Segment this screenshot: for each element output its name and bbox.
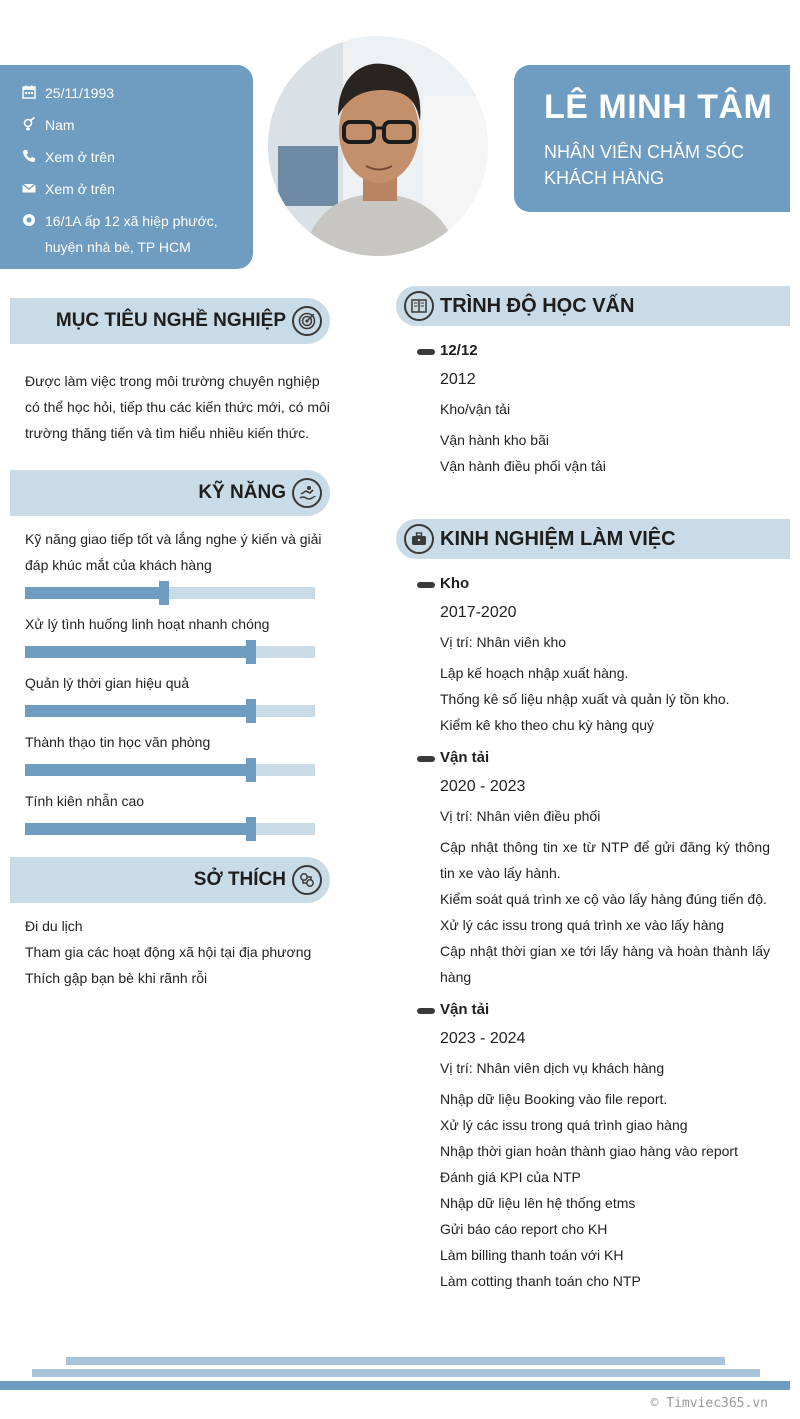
contact-birthday xyxy=(20,80,253,106)
timeline-marker xyxy=(417,756,435,762)
objective-header xyxy=(10,298,330,344)
skill-bar-fill xyxy=(25,646,251,658)
experience-detail: Nhập dữ liệu lên hệ thống etms xyxy=(440,1195,636,1211)
education-entry-title: 12/12 xyxy=(440,342,478,359)
target-icon xyxy=(292,306,322,336)
experience-detail: Cập nhật thời gian xe tới lấy hàng và hoàn thành lấy hàng xyxy=(440,943,770,985)
book-icon xyxy=(404,291,434,321)
email-text: Xem ở trên xyxy=(45,181,115,197)
experience-entry-title: Kho xyxy=(440,575,470,592)
experience-entry-date: 2017-2020 xyxy=(440,604,517,621)
skill-bar-knob xyxy=(246,640,256,664)
skill-name: Tính kiên nhẫn cao xyxy=(25,793,145,809)
experience-detail: Kiểm soát quá trình xe cộ vào lấy hàng đúng tiến độ. xyxy=(440,891,767,907)
experience-entry-title: Vận tải xyxy=(440,1001,490,1018)
briefcase-icon xyxy=(404,524,434,554)
skills-icon xyxy=(292,478,322,508)
experience-title: KINH NGHIỆM LÀM VIỆC xyxy=(440,527,676,550)
skill-bar-knob xyxy=(246,758,256,782)
hobby-item: Tham gia các hoạt động xã hội tại địa phương xyxy=(25,944,312,960)
skill-bar xyxy=(25,823,315,835)
skill-bar xyxy=(25,764,315,776)
phone-text: Xem ở trên xyxy=(45,149,115,165)
birthday-text: 25/11/1993 xyxy=(45,85,115,101)
skill-bar-knob xyxy=(246,699,256,723)
education-entry-date: 2012 xyxy=(440,371,476,388)
education-entry-subtitle: Kho/vận tải xyxy=(440,401,511,417)
experience-detail: Đánh giá KPI của NTP xyxy=(440,1169,581,1185)
experience-detail: Cập nhật thông tin xe từ NTP để gửi đăng ký thông tin xe vào lấy hành. xyxy=(440,839,770,881)
skill-bar-fill xyxy=(25,705,251,717)
skill-bar-knob xyxy=(159,581,169,605)
gender-icon xyxy=(20,112,37,132)
candidate-name: LÊ MINH TÂM xyxy=(544,88,773,126)
education-detail: Vận hành điều phối vận tải xyxy=(440,458,606,474)
experience-entry-subtitle: Vị trí: Nhân viên dịch vụ khách hàng xyxy=(440,1060,665,1076)
experience-detail: Làm cotting thanh toán cho NTP xyxy=(440,1273,641,1289)
skill-bar-knob xyxy=(246,817,256,841)
objective-title: MỤC TIÊU NGHỀ NGHIỆP xyxy=(55,310,286,331)
skills-header xyxy=(10,470,330,516)
candidate-position: NHÂN VIÊN CHĂM SÓC KHÁCH HÀNG xyxy=(544,142,745,188)
experience-entry-date: 2023 - 2024 xyxy=(440,1030,526,1047)
contact-panel xyxy=(0,65,253,269)
footer-bar-top xyxy=(66,1357,725,1365)
objective-text: Được làm việc trong môi trường chuyên nghiệp có thể học hỏi, tiếp thu các kiến thức mới, có môi trường thăng tiến và tìm hiểu nhiều kiến thức. xyxy=(25,373,330,441)
experience-detail: Kiểm kê kho theo chu kỳ hàng quý xyxy=(440,717,655,733)
experience-detail: Nhập dữ liệu Booking vào file report. xyxy=(440,1091,668,1107)
skill-name: Kỹ năng giao tiếp tốt và lắng nghe ý kiến và giải đáp khúc mắt của khách hàng xyxy=(25,531,322,573)
skill-bar-fill xyxy=(25,764,251,776)
experience-detail: Lập kế hoạch nhập xuất hàng. xyxy=(440,665,629,681)
footer-bar-bottom xyxy=(0,1381,790,1390)
contact-email xyxy=(20,176,253,202)
timeline-marker xyxy=(417,582,435,588)
timeline-marker xyxy=(417,349,435,355)
education-header xyxy=(396,286,790,326)
copyright-text: © Timviec365.vn xyxy=(650,1396,768,1411)
experience-detail: Nhập thời gian hoàn thành giao hàng vào report xyxy=(440,1143,738,1159)
skill-bar-fill xyxy=(25,823,251,835)
experience-detail: Xử lý các issu trong quá trình giao hàng xyxy=(440,1117,688,1133)
contact-gender xyxy=(20,112,253,138)
skill-name: Xử lý tình huống linh hoạt nhanh chóng xyxy=(25,616,270,632)
contact-address xyxy=(20,208,253,260)
location-icon xyxy=(20,208,37,228)
experience-entry-date: 2020 - 2023 xyxy=(440,778,526,795)
skill-name: Quản lý thời gian hiệu quả xyxy=(25,675,190,691)
avatar-photo xyxy=(268,36,488,256)
address-text: 16/1A ấp 12 xã hiệp phước, huyện nhà bè, TP HCM xyxy=(45,213,218,255)
hobby-item: Thích gập bạn bè khi rãnh rỗi xyxy=(25,970,208,986)
skill-bar-fill xyxy=(25,587,164,599)
experience-detail: Gửi báo cáo report cho KH xyxy=(440,1221,608,1237)
experience-detail: Xử lý các issu trong quá trình xe vào lấy hàng xyxy=(440,917,725,933)
contact-phone xyxy=(20,144,253,170)
experience-header xyxy=(396,519,790,559)
gender-text: Nam xyxy=(45,117,75,133)
education-detail: Vận hành kho bãi xyxy=(440,432,549,448)
hobbies-header xyxy=(10,857,330,903)
hobbies-icon xyxy=(292,865,322,895)
experience-detail: Làm billing thanh toán với KH xyxy=(440,1247,624,1263)
phone-icon xyxy=(20,144,37,164)
skill-bar xyxy=(25,646,315,658)
name-box xyxy=(514,65,790,212)
timeline-marker xyxy=(417,1008,435,1014)
experience-entry-title: Vận tải xyxy=(440,749,490,766)
footer-bar-middle xyxy=(32,1369,760,1377)
experience-entry-subtitle: Vị trí: Nhân viên kho xyxy=(440,634,567,650)
skill-bar xyxy=(25,705,315,717)
email-icon xyxy=(20,176,37,196)
hobbies-title: SỞ THÍCH xyxy=(193,869,286,890)
skills-title: KỸ NĂNG xyxy=(198,482,286,503)
hobby-item: Đi du lịch xyxy=(25,918,83,934)
experience-entry-subtitle: Vị trí: Nhân viên điều phối xyxy=(440,808,601,824)
skill-name: Thành thạo tin học văn phòng xyxy=(25,734,211,750)
skill-bar xyxy=(25,587,315,599)
education-title: TRÌNH ĐỘ HỌC VẤN xyxy=(440,294,635,317)
avatar xyxy=(268,36,488,256)
calendar-icon xyxy=(20,80,37,100)
experience-detail: Thống kê số liệu nhập xuất và quản lý tồn kho. xyxy=(440,691,730,707)
